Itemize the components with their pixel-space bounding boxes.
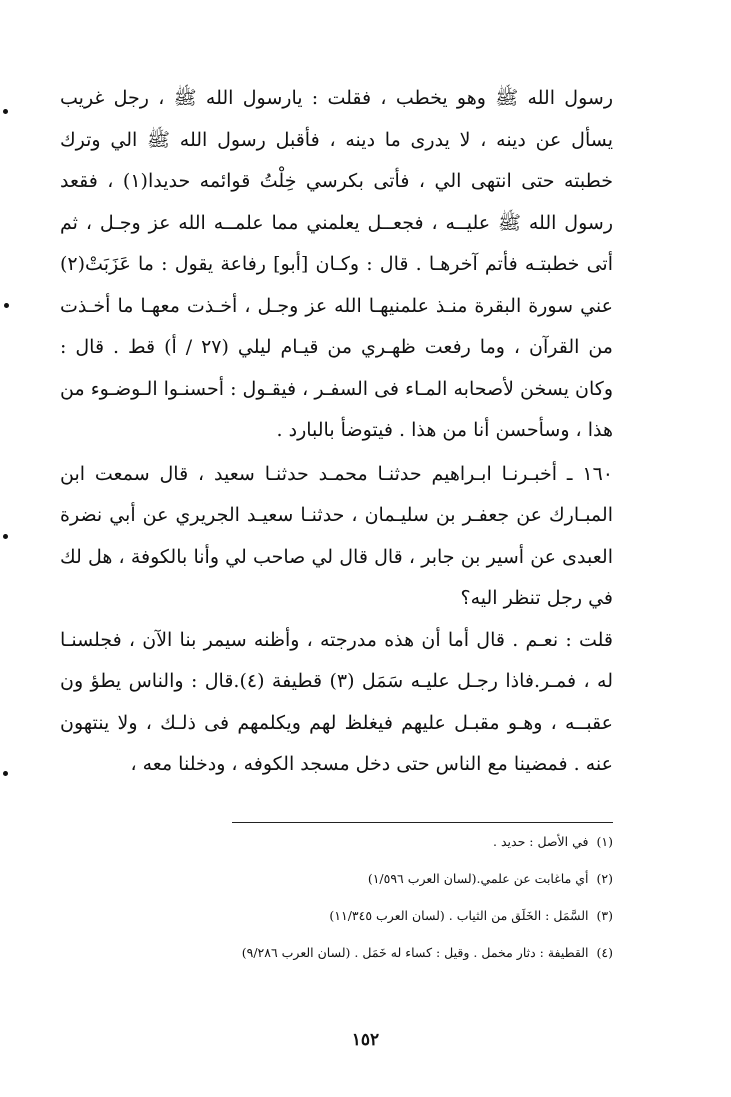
footnote-number: (٢) bbox=[596, 871, 613, 886]
footnote bbox=[60, 869, 613, 889]
footnote bbox=[60, 943, 613, 963]
footnote-number: (٣) bbox=[596, 908, 613, 923]
footnote bbox=[60, 832, 613, 852]
margin-mark bbox=[3, 771, 8, 776]
footnote-divider bbox=[232, 822, 613, 823]
footnote bbox=[60, 906, 613, 926]
footnote-text: في الأصل : حديد . bbox=[493, 834, 589, 849]
footnote-number: (١) bbox=[596, 834, 613, 849]
paragraph: ١٦٠ ـ أخبـرنـا ابـراهيم حدثنـا محمـد حدثنـا سعيد ، قال سمعت ابن المبـارك عن جعفـر بن سليـمان ، حدثنـا سعيـد الجريري عن أبي نضرة العبدى عن أسير بن جابر ، قال قال لي صاحب لي وأنا بالكوفة ، هل لك في رجل تنظر اليه؟ bbox=[60, 462, 613, 609]
footnotes bbox=[60, 832, 613, 980]
footnote-text: القطيفة : دثار مخمل . وقيل : كساء له خَمَل . (لسان العرب ٩/٢٨٦) bbox=[241, 945, 589, 960]
margin-mark bbox=[3, 534, 8, 539]
paragraph: رسول الله ﷺ وهو يخطب ، فقلت : يارسول الله ﷺ ، رجل غريب يسأل عن دينه ، لا يدرى ما دينه ، فأقبل رسول الله ﷺ الي وترك خطبته حتى انتهى الي ، فأتى بكرسي خِلْتُ قوائمه حديدا(١) ، فقعد رسول الله ﷺ عليــه ، فجعــل يعلمني مما علمــه الله عز وجـل ، ثم أتى خطبتـه فأتم آخرهـا . قال : وكـان [أبو] رفاعة يقول : ما عَزَبَتْ(٢) عني سورة البقرة منـذ علمنيهـا الله عز وجـل ، أخـذت معهـا ما أخـذت من القرآن ، وما رفعت ظهـري من قيـام ليلي (٢٧ / أ) قط . قال : وكان يسخن لأصحابه المـاء فى السفـر ، فيقـول : أحسنـوا الـوضـوء من هذا ، وسأحسن أنا من هذا . فيتوضأ بالبارد . bbox=[60, 87, 613, 441]
footnote-number: (٤) bbox=[596, 945, 613, 960]
main-text bbox=[60, 78, 613, 786]
paragraph: قلت : نعـم . قال أما أن هذه مدرجته ، وأظنه سيمر بنا الآن ، فجلسنـا له ، فمـر.فاذا رجـل عليـه سَمَل (٣) قطيفة (٤).قال : والناس يطؤ ون عقبــه ، وهـو مقبـل عليهم فيغلظ لهم ويكلمهم فى ذلـك ، ولا ينتهون عنه . فمضينا مع الناس حتى دخل مسجد الكوفه ، ودخلنا معه ، bbox=[60, 628, 614, 775]
margin-mark bbox=[3, 109, 8, 114]
footnote-text: أي ماغابت عن علمي.(لسان العرب ١/٥٩٦) bbox=[367, 871, 589, 886]
margin-mark bbox=[4, 303, 9, 308]
footnote-text: السَّمَل : الخَلَق من الثياب . (لسان العرب ١١/٣٤٥) bbox=[329, 908, 589, 923]
page-number: ١٥٢ bbox=[351, 1030, 380, 1050]
